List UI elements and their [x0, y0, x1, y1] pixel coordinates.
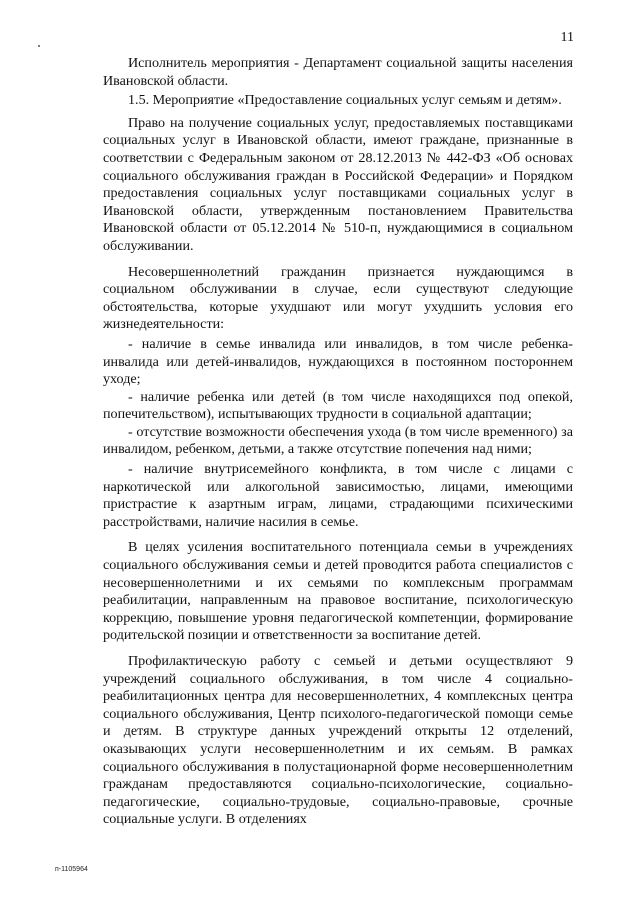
paragraph-right-to-services: Право на получение социальных услуг, предоставляемых поставщиками социальных услуг в Ивановской области, имеют граждане, признанные в соответствии с Федеральным законом от 28.12.2013 № 442-ФЗ «Об основах социального обслуживания граждан в Российской Федерации» и Порядком предоставления социальных услуг поставщиками социальных услуг в Ивановской области, утвержденным постановлением Правительства Ивановской области от 05.12.2014 № 510-п, нуждающимися в социальном обслуживании. [103, 114, 573, 254]
list-item-adaptation: - наличие ребенка или детей (в том числе находящихся под опекой, попечительством), испытывающих трудности в социальной адаптации; [103, 388, 573, 423]
list-item-no-care: - отсутствие возможности обеспечения ухода (в том числе временного) за инвалидом, ребенком, детьми, а также отсутствие попечения над ними; [103, 423, 573, 458]
document-code: п-1105964 [55, 866, 88, 873]
paragraph-upbringing-potential: В целях усиления воспитательного потенциала семьи в учреждениях социального обслуживания семьи и детей проводится работа специалистов с несовершеннолетними и их семьями по комплексным программам реабилитации, направленным на правовое воспитание, психологическую коррекцию, повышение уровня педагогической компетенции, формирование родительской позиции и ответственности за воспитание детей. [103, 539, 573, 644]
paragraph-executor: Исполнитель мероприятия - Департамент социальной защиты населения Ивановской области. [103, 55, 573, 89]
paragraph-prevention-work: Профилактическую работу с семьей и детьми осуществляют 9 учреждений социального обслуживания, в том числе 4 социально-реабилитационных центра для несовершеннолетних, 4 комплексных центра социального обслуживания, Центр психолого-педагогической помощи семье и детям. В структуре данных учреждений открыты 12 отделений, оказывающих услуги несовершеннолетним и их семьям. В рамках социального обслуживания в полустационарной форме несовершеннолетним гражданам предоставляются социально-психологические, социально-педагогические, социально-трудовые, социально-правовые, срочные социальные услуги. В отделениях [103, 653, 573, 828]
paragraph-minor-in-need: Несовершеннолетний гражданин признается нуждающимся в социальном обслуживании в случае, если существуют следующие обстоятельства, которые ухудшают или могут ухудшить условия его жизнедеятельности: [103, 263, 573, 333]
page-number: 11 [560, 30, 574, 45]
scan-speck [38, 45, 40, 47]
document-body [103, 55, 573, 829]
list-item-disabled-family: - наличие в семье инвалида или инвалидов, в том числе ребенка-инвалида или детей-инвалидов, нуждающихся в постоянном постороннем уходе; [103, 335, 573, 388]
list-item-family-conflict: - наличие внутрисемейного конфликта, в том числе с лицами с наркотической или алкогольной зависимостью, лицами, имеющими пристрастие к азартным играм, лицами, страдающими психическими расстройствами, наличие насилия в семье. [103, 461, 573, 530]
paragraph-measure-heading: 1.5. Мероприятие «Предоставление социальных услуг семьям и детям». [128, 92, 562, 109]
